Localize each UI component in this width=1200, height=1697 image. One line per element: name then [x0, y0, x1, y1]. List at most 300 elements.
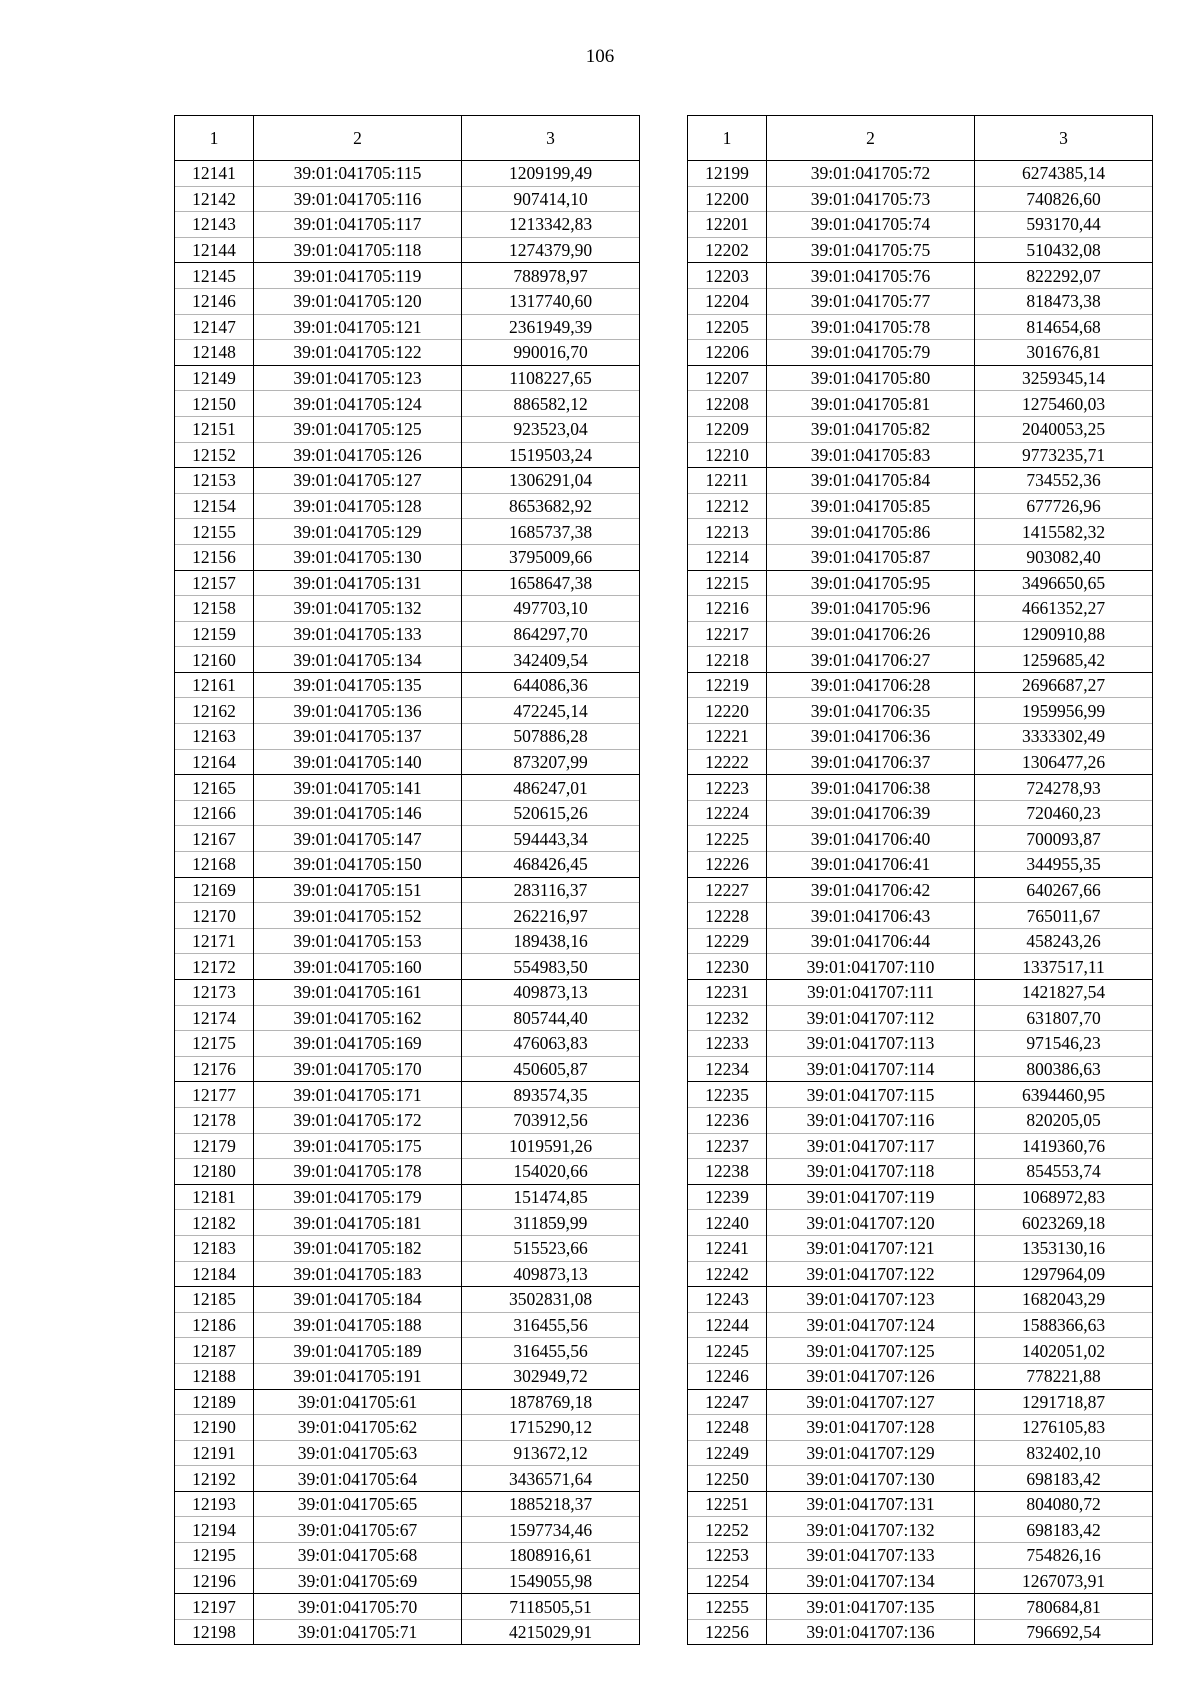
cadastral-number-cell: 39:01:041705:121	[254, 314, 462, 340]
value-cell: 1317740,60	[462, 288, 640, 314]
row-number-cell: 12182	[175, 1210, 254, 1236]
table-row	[175, 1056, 640, 1082]
row-number-cell: 12201	[688, 212, 767, 238]
table-row	[688, 1389, 1153, 1415]
row-number-cell: 12211	[688, 468, 767, 494]
row-number-cell: 12162	[175, 698, 254, 724]
value-cell: 302949,72	[462, 1363, 640, 1389]
row-number-cell: 12164	[175, 749, 254, 775]
row-number-cell: 12230	[688, 954, 767, 980]
cadastral-number-cell: 39:01:041705:122	[254, 340, 462, 366]
cadastral-number-cell: 39:01:041706:44	[767, 928, 975, 954]
value-cell: 1275460,03	[975, 391, 1153, 417]
row-number-cell: 12244	[688, 1312, 767, 1338]
row-number-cell: 12145	[175, 263, 254, 289]
cadastral-number-cell: 39:01:041705:79	[767, 340, 975, 366]
cadastral-number-cell: 39:01:041707:124	[767, 1312, 975, 1338]
row-number-cell: 12190	[175, 1415, 254, 1441]
cadastral-number-cell: 39:01:041706:41	[767, 852, 975, 878]
value-cell: 640267,66	[975, 877, 1153, 903]
cadastral-number-cell: 39:01:041707:112	[767, 1005, 975, 1031]
table-row	[175, 647, 640, 673]
value-cell: 818473,38	[975, 288, 1153, 314]
cadastral-number-cell: 39:01:041707:131	[767, 1491, 975, 1517]
value-cell: 913672,12	[462, 1440, 640, 1466]
value-cell: 644086,36	[462, 672, 640, 698]
cadastral-number-cell: 39:01:041705:71	[254, 1619, 462, 1645]
row-number-cell: 12178	[175, 1107, 254, 1133]
cadastral-number-cell: 39:01:041705:82	[767, 416, 975, 442]
value-cell: 8653682,92	[462, 493, 640, 519]
cadastral-number-cell: 39:01:041705:146	[254, 800, 462, 826]
row-number-cell: 12192	[175, 1466, 254, 1492]
cadastral-number-cell: 39:01:041705:74	[767, 212, 975, 238]
value-cell: 151474,85	[462, 1184, 640, 1210]
cadastral-number-cell: 39:01:041705:69	[254, 1568, 462, 1594]
cadastral-number-cell: 39:01:041705:116	[254, 186, 462, 212]
row-number-cell: 12147	[175, 314, 254, 340]
row-number-cell: 12143	[175, 212, 254, 238]
row-number-cell: 12183	[175, 1235, 254, 1261]
cadastral-number-cell: 39:01:041705:75	[767, 237, 975, 263]
value-cell: 6394460,95	[975, 1082, 1153, 1108]
row-number-cell: 12237	[688, 1133, 767, 1159]
table-row	[175, 1517, 640, 1543]
row-number-cell: 12191	[175, 1440, 254, 1466]
table-row	[688, 1363, 1153, 1389]
cadastral-number-cell: 39:01:041707:110	[767, 954, 975, 980]
value-cell: 864297,70	[462, 621, 640, 647]
cadastral-number-cell: 39:01:041707:120	[767, 1210, 975, 1236]
cadastral-number-cell: 39:01:041705:62	[254, 1415, 462, 1441]
value-cell: 703912,56	[462, 1107, 640, 1133]
value-cell: 700093,87	[975, 826, 1153, 852]
value-cell: 1419360,76	[975, 1133, 1153, 1159]
value-cell: 1019591,26	[462, 1133, 640, 1159]
table-row	[175, 1005, 640, 1031]
cadastral-number-cell: 39:01:041706:42	[767, 877, 975, 903]
row-number-cell: 12153	[175, 468, 254, 494]
table-row	[175, 1491, 640, 1517]
table-row	[175, 263, 640, 289]
table-row	[175, 416, 640, 442]
row-number-cell: 12245	[688, 1338, 767, 1364]
table-row	[175, 1210, 640, 1236]
row-number-cell: 12185	[175, 1287, 254, 1313]
table-row	[175, 161, 640, 187]
table-row	[175, 519, 640, 545]
table-row	[688, 775, 1153, 801]
value-cell: 283116,37	[462, 877, 640, 903]
table-row	[175, 1184, 640, 1210]
table-row	[175, 826, 640, 852]
cadastral-number-cell: 39:01:041705:169	[254, 1031, 462, 1057]
value-cell: 486247,01	[462, 775, 640, 801]
value-cell: 698183,42	[975, 1466, 1153, 1492]
value-cell: 316455,56	[462, 1338, 640, 1364]
table-row	[688, 519, 1153, 545]
cadastral-number-cell: 39:01:041705:127	[254, 468, 462, 494]
cadastral-number-cell: 39:01:041705:128	[254, 493, 462, 519]
value-cell: 458243,26	[975, 928, 1153, 954]
table-row	[688, 698, 1153, 724]
value-cell: 1682043,29	[975, 1287, 1153, 1313]
cadastral-number-cell: 39:01:041706:40	[767, 826, 975, 852]
cadastral-number-cell: 39:01:041705:147	[254, 826, 462, 852]
value-cell: 1519503,24	[462, 442, 640, 468]
row-number-cell: 12233	[688, 1031, 767, 1057]
value-cell: 7118505,51	[462, 1594, 640, 1620]
table-row	[688, 1235, 1153, 1261]
row-number-cell: 12168	[175, 852, 254, 878]
cadastral-number-cell: 39:01:041707:135	[767, 1594, 975, 1620]
table-row	[688, 1031, 1153, 1057]
table-row	[688, 288, 1153, 314]
cadastral-number-cell: 39:01:041705:151	[254, 877, 462, 903]
row-number-cell: 12251	[688, 1491, 767, 1517]
table-row	[175, 1133, 640, 1159]
value-cell: 342409,54	[462, 647, 640, 673]
value-cell: 497703,10	[462, 596, 640, 622]
value-cell: 1597734,46	[462, 1517, 640, 1543]
cadastral-number-cell: 39:01:041707:128	[767, 1415, 975, 1441]
table-row	[688, 237, 1153, 263]
value-cell: 1588366,63	[975, 1312, 1153, 1338]
table-row	[688, 212, 1153, 238]
row-number-cell: 12165	[175, 775, 254, 801]
row-number-cell: 12195	[175, 1543, 254, 1569]
value-cell: 4661352,27	[975, 596, 1153, 622]
row-number-cell: 12197	[175, 1594, 254, 1620]
row-number-cell: 12142	[175, 186, 254, 212]
column-header-1: 1	[688, 116, 767, 161]
cadastral-number-cell: 39:01:041705:68	[254, 1543, 462, 1569]
table-row	[175, 1543, 640, 1569]
table-row	[175, 1389, 640, 1415]
value-cell: 903082,40	[975, 544, 1153, 570]
table-row	[175, 1235, 640, 1261]
table-row	[688, 161, 1153, 187]
value-cell: 1808916,61	[462, 1543, 640, 1569]
table-row	[175, 800, 640, 826]
value-cell: 720460,23	[975, 800, 1153, 826]
value-cell: 520615,26	[462, 800, 640, 826]
cadastral-number-cell: 39:01:041705:175	[254, 1133, 462, 1159]
value-cell: 740826,60	[975, 186, 1153, 212]
cadastral-number-cell: 39:01:041705:126	[254, 442, 462, 468]
table-row	[688, 1107, 1153, 1133]
row-number-cell: 12189	[175, 1389, 254, 1415]
table-row	[688, 621, 1153, 647]
value-cell: 990016,70	[462, 340, 640, 366]
value-cell: 507886,28	[462, 724, 640, 750]
value-cell: 631807,70	[975, 1005, 1153, 1031]
cadastral-number-cell: 39:01:041705:65	[254, 1491, 462, 1517]
row-number-cell: 12238	[688, 1159, 767, 1185]
row-number-cell: 12246	[688, 1363, 767, 1389]
column-header-3: 3	[975, 116, 1153, 161]
value-cell: 594443,34	[462, 826, 640, 852]
cadastral-number-cell: 39:01:041706:28	[767, 672, 975, 698]
cadastral-number-cell: 39:01:041705:85	[767, 493, 975, 519]
row-number-cell: 12256	[688, 1619, 767, 1645]
table-row	[688, 1005, 1153, 1031]
table-row	[688, 1338, 1153, 1364]
row-number-cell: 12152	[175, 442, 254, 468]
cadastral-number-cell: 39:01:041705:81	[767, 391, 975, 417]
row-number-cell: 12169	[175, 877, 254, 903]
row-number-cell: 12205	[688, 314, 767, 340]
table-row	[175, 1338, 640, 1364]
registry-table-left	[174, 115, 640, 1645]
cadastral-number-cell: 39:01:041707:130	[767, 1466, 975, 1492]
row-number-cell: 12156	[175, 544, 254, 570]
cadastral-number-cell: 39:01:041705:189	[254, 1338, 462, 1364]
value-cell: 1209199,49	[462, 161, 640, 187]
value-cell: 734552,36	[975, 468, 1153, 494]
value-cell: 788978,97	[462, 263, 640, 289]
cadastral-number-cell: 39:01:041705:183	[254, 1261, 462, 1287]
table-row	[688, 749, 1153, 775]
table-row	[688, 1491, 1153, 1517]
cadastral-number-cell: 39:01:041707:113	[767, 1031, 975, 1057]
table-row	[175, 1107, 640, 1133]
value-cell: 189438,16	[462, 928, 640, 954]
row-number-cell: 12226	[688, 852, 767, 878]
row-number-cell: 12206	[688, 340, 767, 366]
table-row	[175, 212, 640, 238]
row-number-cell: 12222	[688, 749, 767, 775]
table-row	[688, 672, 1153, 698]
table-row	[175, 698, 640, 724]
cadastral-number-cell: 39:01:041705:95	[767, 570, 975, 596]
value-cell: 832402,10	[975, 1440, 1153, 1466]
cadastral-number-cell: 39:01:041705:96	[767, 596, 975, 622]
row-number-cell: 12186	[175, 1312, 254, 1338]
value-cell: 3333302,49	[975, 724, 1153, 750]
table-row	[175, 468, 640, 494]
table-row	[175, 1287, 640, 1313]
row-number-cell: 12161	[175, 672, 254, 698]
table-row	[175, 852, 640, 878]
row-number-cell: 12193	[175, 1491, 254, 1517]
value-cell: 554983,50	[462, 954, 640, 980]
row-number-cell: 12167	[175, 826, 254, 852]
row-number-cell: 12213	[688, 519, 767, 545]
table-row	[688, 1056, 1153, 1082]
value-cell: 1353130,16	[975, 1235, 1153, 1261]
cadastral-number-cell: 39:01:041705:115	[254, 161, 462, 187]
table-row	[688, 1312, 1153, 1338]
value-cell: 1549055,98	[462, 1568, 640, 1594]
cadastral-number-cell: 39:01:041707:118	[767, 1159, 975, 1185]
table-row	[175, 237, 640, 263]
value-cell: 923523,04	[462, 416, 640, 442]
cadastral-number-cell: 39:01:041705:135	[254, 672, 462, 698]
cadastral-number-cell: 39:01:041705:181	[254, 1210, 462, 1236]
cadastral-number-cell: 39:01:041705:72	[767, 161, 975, 187]
value-cell: 1658647,38	[462, 570, 640, 596]
cadastral-number-cell: 39:01:041707:134	[767, 1568, 975, 1594]
row-number-cell: 12247	[688, 1389, 767, 1415]
row-number-cell: 12253	[688, 1543, 767, 1569]
cadastral-number-cell: 39:01:041705:161	[254, 980, 462, 1006]
table-row	[688, 1184, 1153, 1210]
value-cell: 2040053,25	[975, 416, 1153, 442]
cadastral-number-cell: 39:01:041705:136	[254, 698, 462, 724]
row-number-cell: 12187	[175, 1338, 254, 1364]
row-number-cell: 12198	[175, 1619, 254, 1645]
value-cell: 754826,16	[975, 1543, 1153, 1569]
cadastral-number-cell: 39:01:041706:26	[767, 621, 975, 647]
value-cell: 4215029,91	[462, 1619, 640, 1645]
value-cell: 1885218,37	[462, 1491, 640, 1517]
cadastral-number-cell: 39:01:041705:70	[254, 1594, 462, 1620]
cadastral-number-cell: 39:01:041705:80	[767, 365, 975, 391]
value-cell: 1959956,99	[975, 698, 1153, 724]
row-number-cell: 12220	[688, 698, 767, 724]
table-row	[688, 596, 1153, 622]
cadastral-number-cell: 39:01:041705:182	[254, 1235, 462, 1261]
value-cell: 1290910,88	[975, 621, 1153, 647]
column-header-1: 1	[175, 116, 254, 161]
cadastral-number-cell: 39:01:041705:125	[254, 416, 462, 442]
value-cell: 472245,14	[462, 698, 640, 724]
row-number-cell: 12171	[175, 928, 254, 954]
row-number-cell: 12154	[175, 493, 254, 519]
value-cell: 409873,13	[462, 1261, 640, 1287]
cadastral-number-cell: 39:01:041707:123	[767, 1287, 975, 1313]
row-number-cell: 12170	[175, 903, 254, 929]
value-cell: 1291718,87	[975, 1389, 1153, 1415]
row-number-cell: 12176	[175, 1056, 254, 1082]
table-row	[175, 1312, 640, 1338]
row-number-cell: 12196	[175, 1568, 254, 1594]
value-cell: 3496650,65	[975, 570, 1153, 596]
value-cell: 154020,66	[462, 1159, 640, 1185]
table-row	[688, 1440, 1153, 1466]
row-number-cell: 12194	[175, 1517, 254, 1543]
cadastral-number-cell: 39:01:041705:150	[254, 852, 462, 878]
value-cell: 409873,13	[462, 980, 640, 1006]
value-cell: 6274385,14	[975, 161, 1153, 187]
table-row	[175, 314, 640, 340]
value-cell: 800386,63	[975, 1056, 1153, 1082]
value-cell: 450605,87	[462, 1056, 640, 1082]
value-cell: 2696687,27	[975, 672, 1153, 698]
table-row	[688, 391, 1153, 417]
table-row	[175, 672, 640, 698]
row-number-cell: 12204	[688, 288, 767, 314]
column-header-3: 3	[462, 116, 640, 161]
table-row	[688, 1159, 1153, 1185]
table-row	[175, 621, 640, 647]
table-row	[688, 186, 1153, 212]
cadastral-number-cell: 39:01:041705:184	[254, 1287, 462, 1313]
cadastral-number-cell: 39:01:041705:123	[254, 365, 462, 391]
cadastral-number-cell: 39:01:041707:129	[767, 1440, 975, 1466]
value-cell: 1337517,11	[975, 954, 1153, 980]
value-cell: 1878769,18	[462, 1389, 640, 1415]
cadastral-number-cell: 39:01:041707:115	[767, 1082, 975, 1108]
cadastral-number-cell: 39:01:041705:119	[254, 263, 462, 289]
cadastral-number-cell: 39:01:041706:43	[767, 903, 975, 929]
row-number-cell: 12217	[688, 621, 767, 647]
table-row	[688, 980, 1153, 1006]
value-cell: 344955,35	[975, 852, 1153, 878]
value-cell: 886582,12	[462, 391, 640, 417]
table-row	[175, 544, 640, 570]
row-number-cell: 12159	[175, 621, 254, 647]
row-number-cell: 12172	[175, 954, 254, 980]
value-cell: 765011,67	[975, 903, 1153, 929]
value-cell: 1267073,91	[975, 1568, 1153, 1594]
row-number-cell: 12203	[688, 263, 767, 289]
cadastral-number-cell: 39:01:041707:111	[767, 980, 975, 1006]
row-number-cell: 12227	[688, 877, 767, 903]
table-row	[175, 1159, 640, 1185]
row-number-cell: 12218	[688, 647, 767, 673]
cadastral-number-cell: 39:01:041705:132	[254, 596, 462, 622]
row-number-cell: 12157	[175, 570, 254, 596]
table-row	[175, 1440, 640, 1466]
cadastral-number-cell: 39:01:041707:117	[767, 1133, 975, 1159]
table-row	[175, 442, 640, 468]
row-number-cell: 12249	[688, 1440, 767, 1466]
value-cell: 476063,83	[462, 1031, 640, 1057]
cadastral-number-cell: 39:01:041707:119	[767, 1184, 975, 1210]
table-row	[688, 365, 1153, 391]
row-number-cell: 12173	[175, 980, 254, 1006]
table-row	[688, 1543, 1153, 1569]
cadastral-number-cell: 39:01:041705:61	[254, 1389, 462, 1415]
value-cell: 1421827,54	[975, 980, 1153, 1006]
cadastral-number-cell: 39:01:041705:130	[254, 544, 462, 570]
row-number-cell: 12242	[688, 1261, 767, 1287]
value-cell: 510432,08	[975, 237, 1153, 263]
row-number-cell: 12188	[175, 1363, 254, 1389]
cadastral-number-cell: 39:01:041707:127	[767, 1389, 975, 1415]
value-cell: 9773235,71	[975, 442, 1153, 468]
row-number-cell: 12155	[175, 519, 254, 545]
cadastral-number-cell: 39:01:041705:67	[254, 1517, 462, 1543]
table-header-row	[688, 116, 1153, 161]
cadastral-number-cell: 39:01:041705:152	[254, 903, 462, 929]
table-row	[175, 1363, 640, 1389]
row-number-cell: 12219	[688, 672, 767, 698]
table-row	[688, 903, 1153, 929]
cadastral-number-cell: 39:01:041705:137	[254, 724, 462, 750]
row-number-cell: 12254	[688, 1568, 767, 1594]
row-number-cell: 12209	[688, 416, 767, 442]
table-row	[175, 980, 640, 1006]
row-number-cell: 12199	[688, 161, 767, 187]
value-cell: 1306477,26	[975, 749, 1153, 775]
value-cell: 1213342,83	[462, 212, 640, 238]
table-row	[688, 928, 1153, 954]
table-row	[688, 1568, 1153, 1594]
row-number-cell: 12248	[688, 1415, 767, 1441]
table-row	[688, 1466, 1153, 1492]
cadastral-number-cell: 39:01:041705:134	[254, 647, 462, 673]
table-row	[175, 1261, 640, 1287]
value-cell: 820205,05	[975, 1107, 1153, 1133]
table-row	[175, 596, 640, 622]
cadastral-number-cell: 39:01:041706:36	[767, 724, 975, 750]
table-row	[688, 1619, 1153, 1645]
table-row	[688, 416, 1153, 442]
cadastral-number-cell: 39:01:041705:118	[254, 237, 462, 263]
